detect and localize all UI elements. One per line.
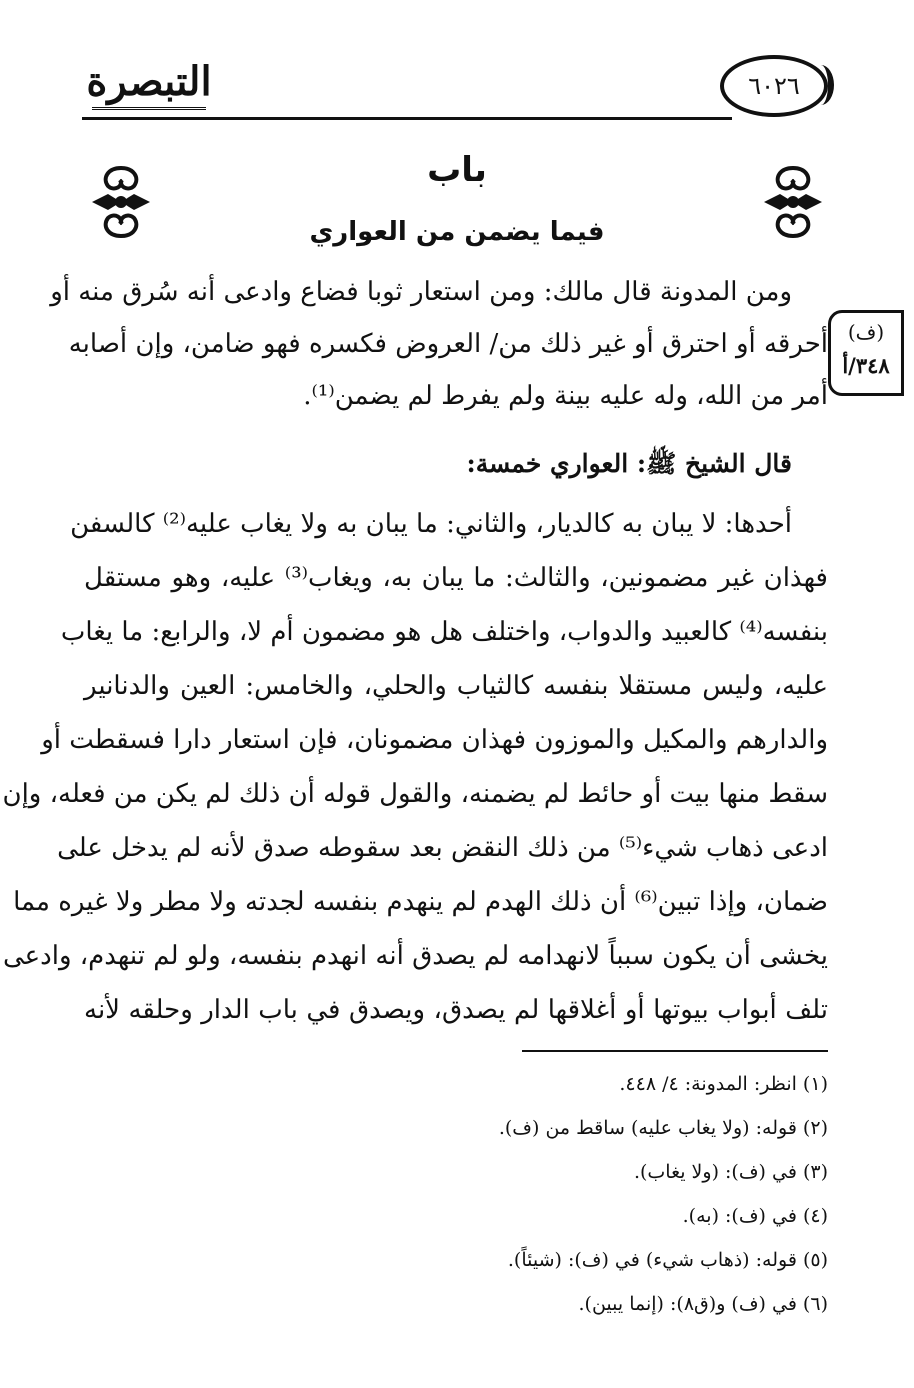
page-number: ٦٠٢٦: [748, 72, 800, 100]
footnote-separator: [522, 1050, 828, 1052]
text-line: سقط منها بيت أو حائط لم يضمنه، والقول قوله أن ذلك لم يكن من فعله، وإن: [2, 779, 828, 809]
text-line: عليه، وليس مستقلا بنفسه كالثياب والحلي، والخامس: العين والدنانير: [84, 671, 828, 701]
chapter-title: باب: [427, 150, 487, 190]
text-line: تلف أبواب بيوتها أو أغلاقها لم يصدق، ويصدق في باب الدار وحلقه لأنه: [84, 995, 828, 1025]
left-ornament-icon: [88, 160, 154, 244]
chapter-subtitle: فيما يضمن من العواري: [309, 217, 605, 247]
text-line: ضمان، وإذا تبين⁽⁶⁾ أن ذلك الهدم لم ينهدم بنفسه لجدته ولا مطر ولا غيره مما: [13, 887, 828, 917]
footnote: (٤) في (ف): (به).: [682, 1205, 828, 1227]
text-line: أمر من الله، وله عليه بينة ولم يفرط لم يضمن⁽¹⁾.: [303, 381, 828, 411]
text-line: أحدها: لا يبان به كالديار، والثاني: ما يبان به ولا يغاب عليه⁽²⁾ كالسفن: [70, 509, 792, 539]
text-line: والدارهم والمكيل والموزون فهذان مضمونان، فإن استعار دارا فسقطت أو: [41, 725, 828, 755]
footnote: (٦) في (ف) و(ق٨): (إنما يبين).: [578, 1293, 828, 1315]
text-line: أحرقه أو احترق أو غير ذلك من/ العروض فكسره فهو ضامن، وإن أصابه: [68, 329, 828, 359]
text-line: يخشى أن يكون سبباً لانهدامه لم يصدق أنه انهدم بنفسه، ولو لم تنهدم، وادعى: [2, 941, 828, 971]
footnote: (٢) قوله: (ولا يغاب عليه) ساقط من (ف).: [498, 1117, 828, 1139]
sheikh-statement: قال الشيخ ﷺ: العواري خمسة:: [466, 449, 792, 478]
margin-note-folio: ٣٤٨/أ: [842, 353, 890, 378]
footnote: (٣) في (ف): (ولا يغاب).: [633, 1161, 828, 1183]
footnote: (٥) قوله: (ذهاب شيء) في (ف): (شيئاً).: [507, 1249, 828, 1271]
right-ornament-icon: [760, 160, 826, 244]
text-line: ادعى ذهاب شيء⁽⁵⁾ من ذلك النقض بعد سقوطه صدق لأنه لم يدخل على: [57, 833, 828, 863]
text-line: ومن المدونة قال مالك: ومن استعار ثوبا فضاع وادعى أنه سُرق منه أو: [50, 277, 792, 307]
running-book-title: التبصرة: [84, 52, 214, 118]
footnote: (١) انظر: المدونة: ٤/ ٤٤٨.: [619, 1073, 828, 1095]
margin-note-source: (ف): [847, 320, 885, 344]
header-rule: [82, 117, 732, 120]
text-line: بنفسه⁽⁴⁾ كالعبيد والدواب، واختلف هل هو مضمون أم لا، والرابع: ما يغاب: [60, 617, 828, 647]
text-line: فهذان غير مضمونين، والثالث: ما يبان به، ويغاب⁽³⁾ عليه، وهو مستقل: [84, 563, 828, 593]
